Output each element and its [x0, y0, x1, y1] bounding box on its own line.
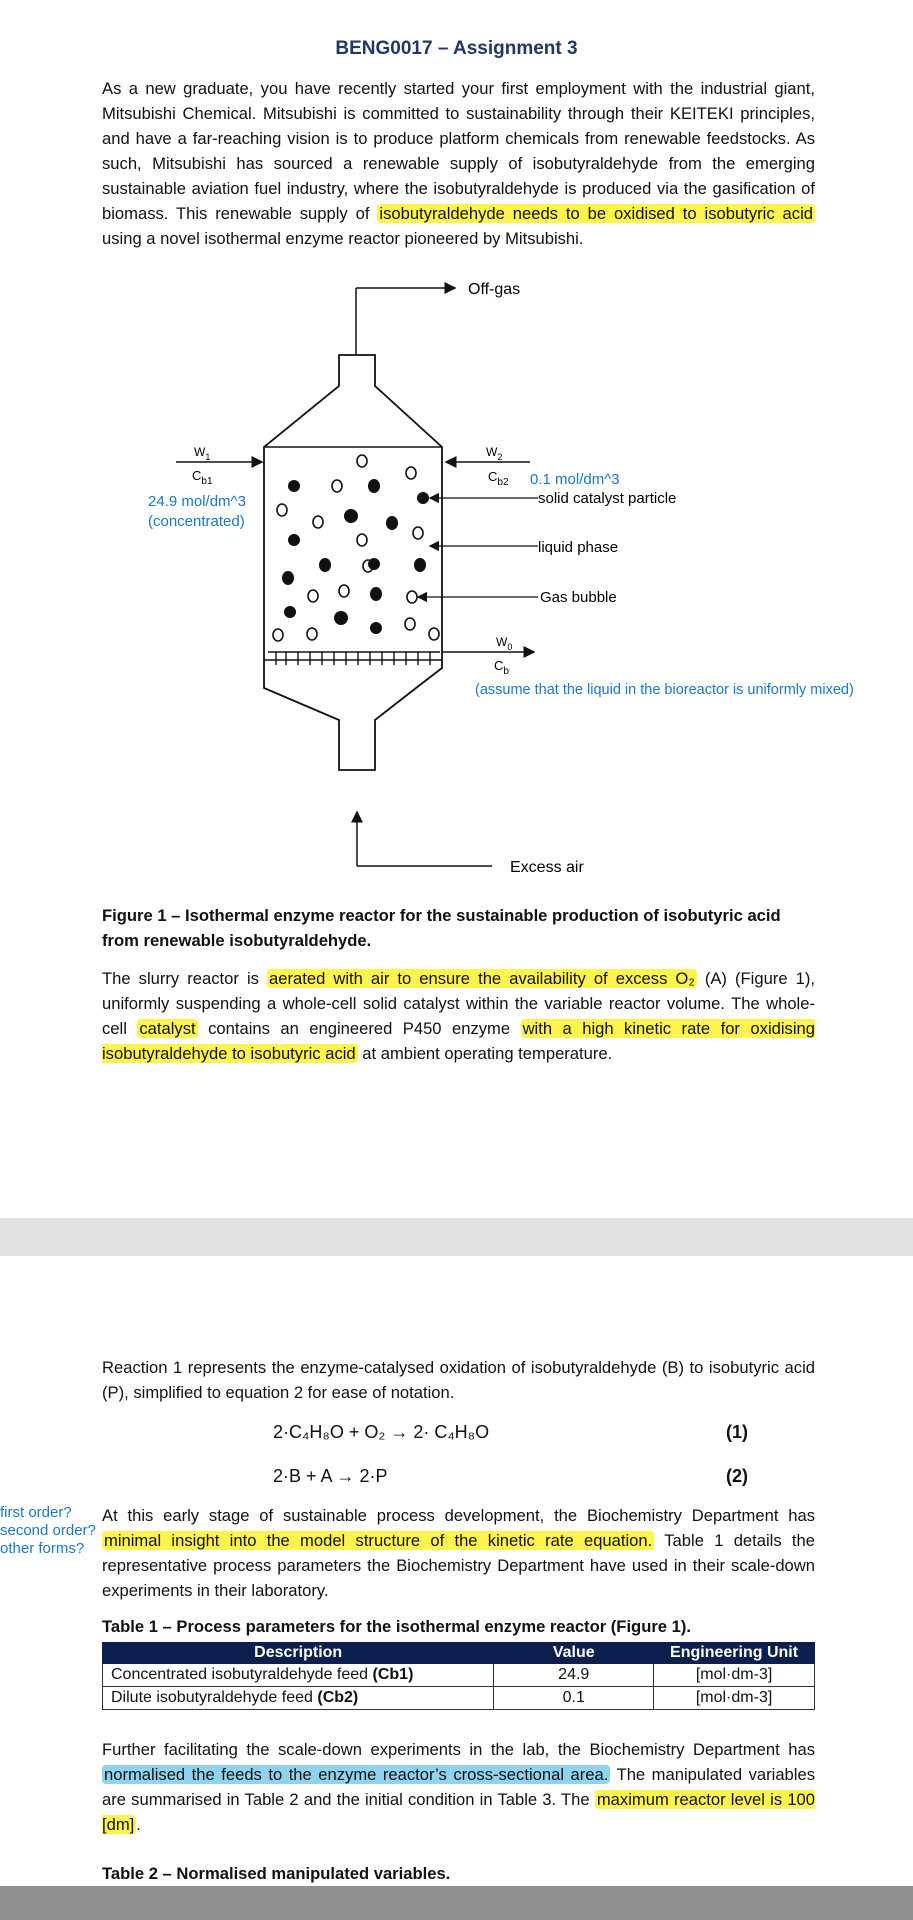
table-cell-unit: [mol·dm-3]	[654, 1687, 815, 1710]
slurry-text-2: (A) (Figure 1), uniformly suspending a whole-cell solid catalyst within the variable reactor volume. The whole-cell	[102, 969, 815, 1038]
margin-note-3: other forms?	[0, 1540, 85, 1557]
excess-air-label: Excess air	[510, 859, 584, 876]
further-highlight-yellow: maximum reactor level is 100 [dm]	[102, 1790, 816, 1834]
reactor-diagram	[0, 270, 913, 890]
cb1-label: $C_{b1}$	[192, 468, 213, 487]
slurry-text-1: The slurry reactor is	[102, 969, 259, 988]
figure-caption: Figure 1 – Isothermal enzyme reactor for the sustainable production of isobutyric acid from renewable isobutyraldehyde.	[102, 906, 781, 950]
equation-2-number: (2)	[726, 1466, 748, 1486]
slurry-text-3: contains an engineered P450 enzyme	[208, 1019, 511, 1038]
equation-1-number: (1)	[726, 1422, 748, 1442]
further-highlight-blue: normalised the feeds to the enzyme reactor’s cross-sectional area.	[104, 1765, 609, 1784]
table-row	[103, 1664, 815, 1687]
intro-text-2: using a novel isothermal enzyme reactor pioneered by Mitsubishi.	[102, 229, 584, 248]
table-cell-unit: [mol·dm-3]	[654, 1664, 815, 1687]
stage-paragraph	[102, 1503, 815, 1603]
margin-notes	[0, 1504, 96, 1558]
catalyst-particles	[282, 479, 429, 634]
equation-1-text: 2·C₄H₈O + O₂ → 2· C₄H₈O	[273, 1422, 490, 1442]
further-text-2: The manipulated variables are summarised in Table 2 and the initial condition in Table 3. The	[102, 1765, 815, 1809]
table-header-description: Description	[103, 1643, 494, 1664]
bottom-toolbar	[0, 1886, 913, 1920]
slurry-highlight-1: aerated with air to ensure the availability of excess O₂	[269, 969, 695, 988]
slurry-highlight-2: catalyst	[139, 1019, 196, 1038]
slurry-text-4: at ambient operating temperature.	[362, 1044, 613, 1063]
cb2-value: 0.1 mol/dm^3	[530, 471, 620, 488]
cb1-value: 24.9 mol/dm^3	[148, 493, 246, 510]
cb1-note: (concentrated)	[148, 513, 245, 530]
further-paragraph	[102, 1737, 815, 1837]
equation-2-text: 2·B + A → 2·P	[273, 1466, 388, 1486]
offgas-label: Off-gas	[468, 281, 521, 298]
table-header-row	[103, 1643, 815, 1664]
mixing-note: (assume that the liquid in the bioreactor is uniformly mixed)	[475, 682, 854, 698]
cb-label: $C_b$	[494, 658, 509, 677]
reaction-paragraph: Reaction 1 represents the enzyme-catalysed oxidation of isobutyraldehyde (B) to isobutyric acid (P), simplified to equation 2 for ease of notation.	[102, 1358, 815, 1402]
w2-label: $W_2$	[486, 445, 503, 462]
stage-text-1: At this early stage of sustainable process development, the Biochemistry Department has	[102, 1506, 815, 1525]
table-1	[102, 1642, 815, 1710]
cb2-label: $C_{b2}$	[488, 469, 509, 488]
air-sparger	[268, 652, 440, 665]
table1-caption: Table 1 – Process parameters for the isothermal enzyme reactor (Figure 1).	[102, 1617, 691, 1636]
margin-note-1: first order?	[0, 1504, 72, 1521]
table-row	[103, 1687, 815, 1710]
table-header-unit: Engineering Unit	[654, 1643, 815, 1664]
intro-text-1: As a new graduate, you have recently started your first employment with the industrial giant, Mitsubishi Chemical. Mitsubishi is committed to sustainability through their KEITEKI principles, and have a far-reaching vision is to produce platform chemicals from renewable feedstocks. As such, Mitsubishi has sourced a renewable supply of isobutyraldehyde from the emerging sustainable aviation fuel industry, where the isobutyraldehyde is produced via the gasification of biomass. This renewable supply of	[102, 79, 815, 223]
slurry-highlight-3: with a high kinetic rate for oxidising isobutyraldehyde to isobutyric acid	[102, 1019, 815, 1063]
solid-catalyst-label: solid catalyst particle	[538, 490, 677, 507]
page-gap	[0, 1218, 913, 1256]
margin-note-2: second order?	[0, 1522, 96, 1539]
gas-bubble-label: Gas bubble	[540, 589, 617, 606]
document-title: BENG0017 – Assignment 3	[335, 38, 578, 59]
further-text-1: Further facilitating the scale-down experiments in the lab, the Biochemistry Department has	[102, 1740, 815, 1759]
w0-label: $W_0$	[496, 635, 513, 652]
stage-highlight: minimal insight into the model structure of the kinetic rate equation.	[104, 1531, 653, 1550]
table-cell-value: 0.1	[494, 1687, 654, 1710]
intro-highlight: isobutyraldehyde needs to be oxidised to isobutyric acid	[379, 204, 813, 223]
liquid-phase-label: liquid phase	[538, 539, 619, 556]
table-cell-description: Dilute isobutyraldehyde feed (Cb2)	[103, 1687, 494, 1710]
table-cell-description: Concentrated isobutyraldehyde feed (Cb1)	[103, 1664, 494, 1687]
table-cell-value: 24.9	[494, 1664, 654, 1687]
table2-caption: Table 2 – Normalised manipulated variables.	[102, 1864, 451, 1883]
stage-text-2: Table 1 details the representative process parameters the Biochemistry Department have used in their scale-down experiments in their laboratory.	[102, 1531, 816, 1600]
intro-paragraph	[102, 76, 815, 251]
w1-label: $W_1$	[194, 445, 211, 462]
further-text-3: .	[136, 1815, 141, 1834]
slurry-paragraph	[102, 966, 815, 1066]
table-header-value: Value	[494, 1643, 654, 1664]
